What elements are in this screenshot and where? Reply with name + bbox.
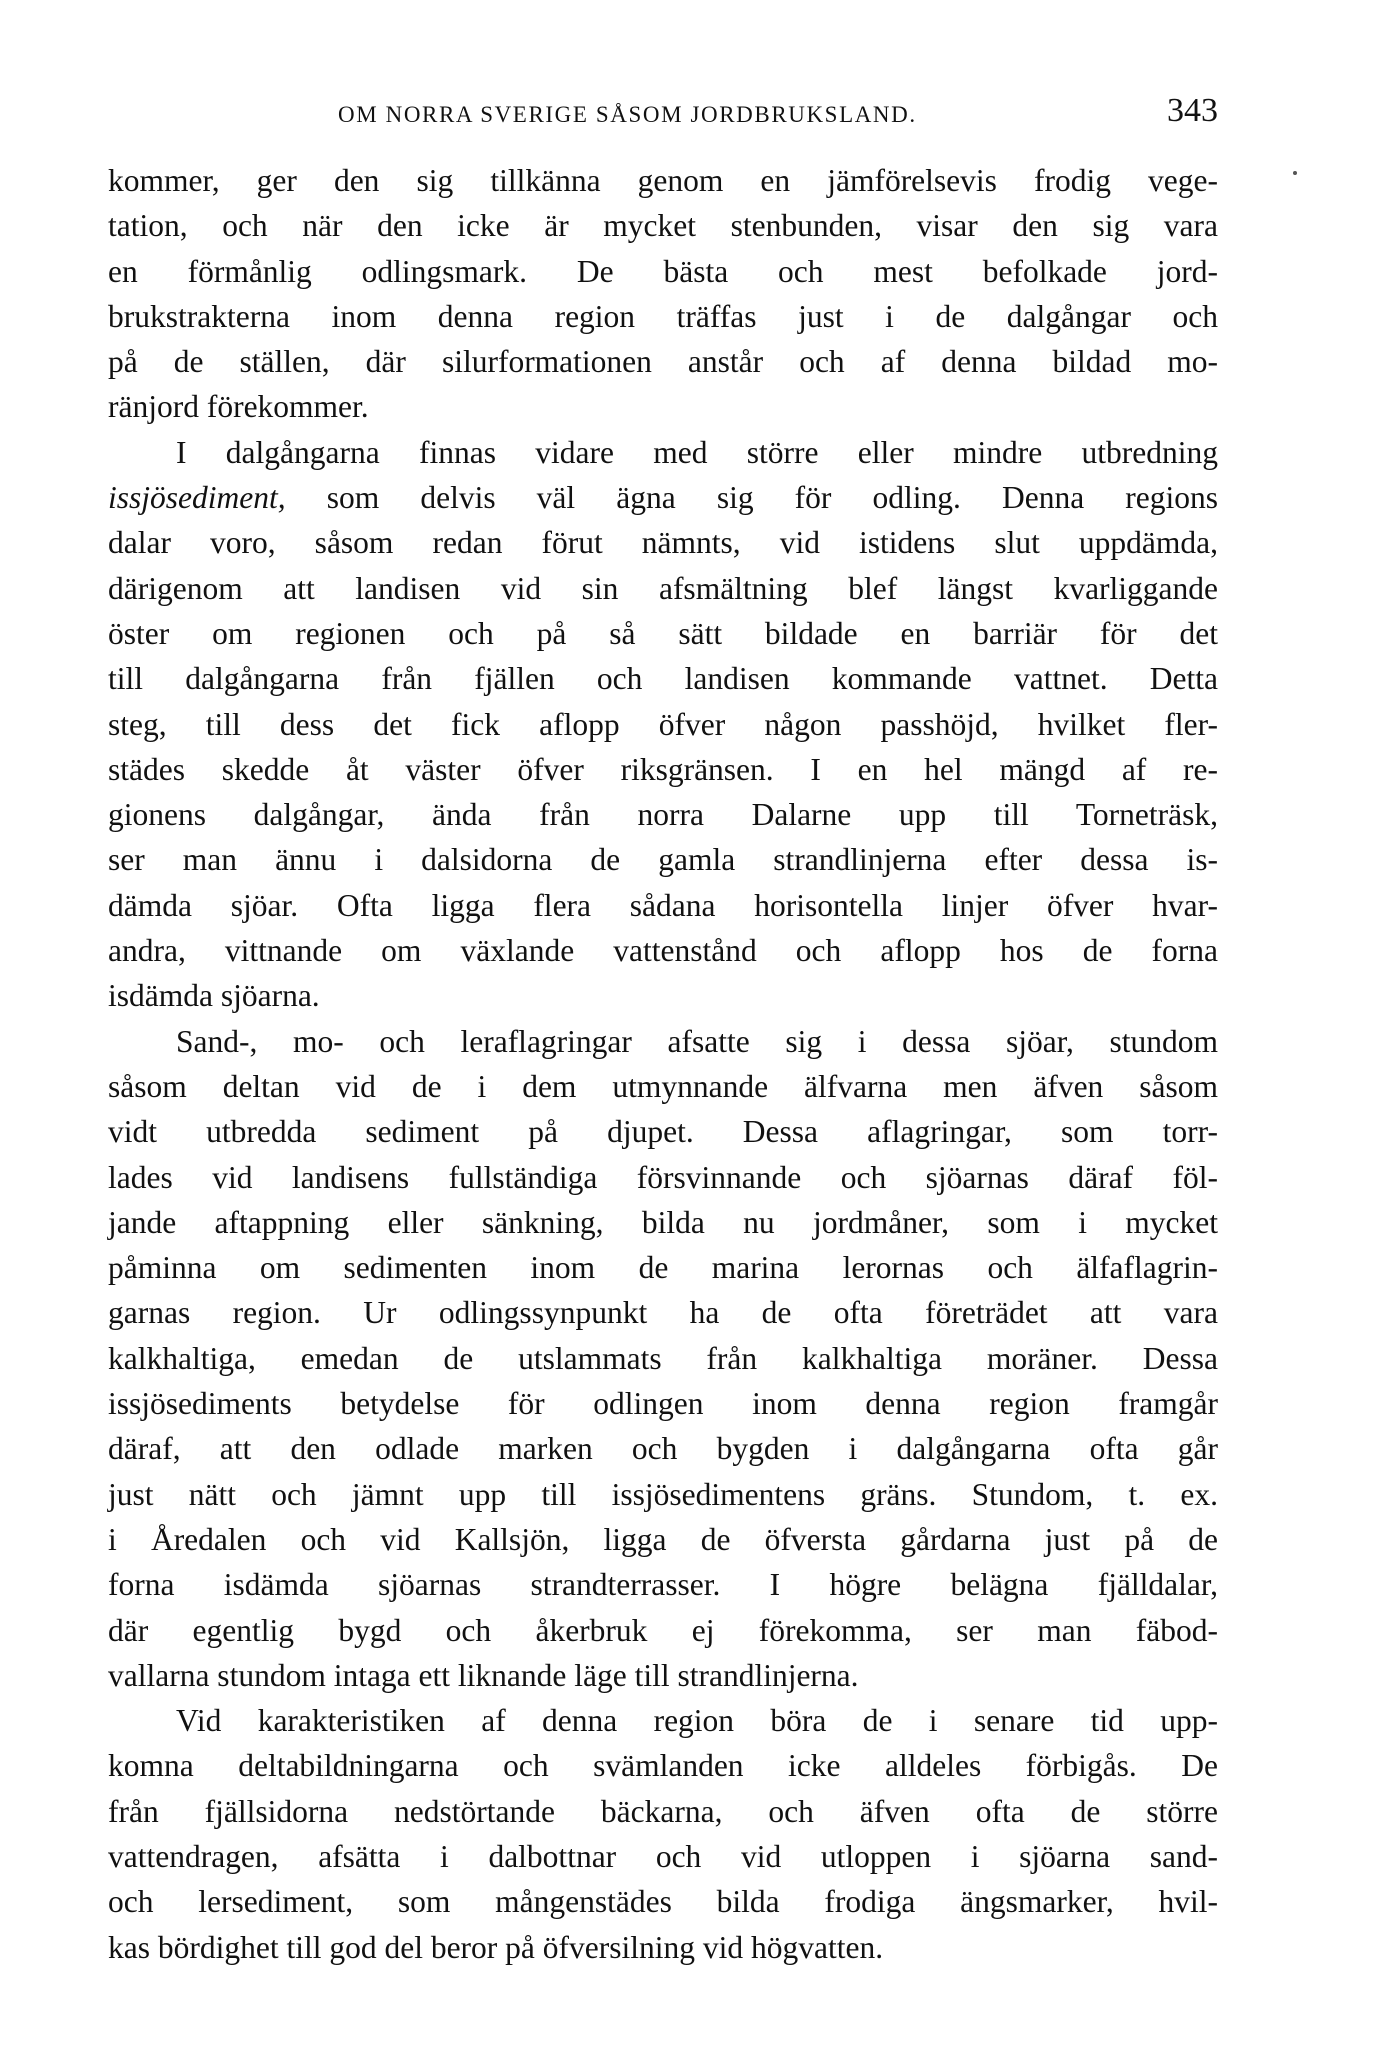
text-line: andra, vittnande om växlande vattenstånd och aflopp hos de forna	[108, 933, 1218, 969]
text-line: öster om regionen och på så sätt bildade en barriär för det	[108, 615, 1218, 651]
text-line: där egentlig bygd och åkerbruk ej förekomma, ser man fäbod-	[108, 1612, 1218, 1648]
text-line: lades vid landisens fullständiga försvinnande och sjöarnas däraf föl-	[108, 1159, 1218, 1195]
text-line: och lersediment, som mångenstädes bilda frodiga ängsmarker, hvil-	[108, 1884, 1218, 1920]
text-line: därigenom att landisen vid sin afsmältning blef längst kvarliggande	[108, 570, 1218, 606]
text-line: gionens dalgångar, ända från norra Dalarne upp till Torneträsk,	[108, 797, 1218, 833]
paragraph-1	[108, 158, 1218, 430]
text-line: Vid karakteristiken af denna region böra de i senare tid upp-	[176, 1703, 1218, 1739]
text-line: kalkhaltiga, emedan de utslammats från kalkhaltiga moräner. Dessa	[108, 1340, 1218, 1376]
text-line: en förmånlig odlingsmark. De bästa och mest befolkade jord-	[108, 253, 1218, 289]
text-line: isdämda sjöarna.	[108, 978, 320, 1014]
text-line: i Åredalen och vid Kallsjön, ligga de öfversta gårdarna just på de	[108, 1521, 1218, 1557]
paragraph-4	[108, 1698, 1218, 1970]
running-title: OM NORRA SVERIGE SÅSOM JORDBRUKSLAND.	[338, 102, 917, 127]
text-line: dämda sjöar. Ofta ligga flera sådana horisontella linjer öfver hvar-	[108, 887, 1218, 923]
text-line: ränjord förekommer.	[108, 389, 369, 425]
text-line-rest: som delvis väl ägna sig för odling. Denna regions	[326, 480, 1219, 516]
text-line: Sand-, mo- och leraflagringar afsatte sig i dessa sjöar, stundom	[176, 1023, 1218, 1059]
running-header	[108, 92, 1218, 135]
text-line: dalar voro, såsom redan förut nämnts, vid istidens slut uppdämda,	[108, 525, 1218, 561]
text-line: forna isdämda sjöarnas strandterrasser. I högre belägna fjälldalar,	[108, 1567, 1218, 1603]
text-line: jande aftappning eller sänkning, bilda nu jordmåner, som i mycket	[108, 1204, 1218, 1240]
text-line: komna deltabildningarna och svämlanden icke alldeles förbigås. De	[108, 1748, 1218, 1784]
text-line: ser man ännu i dalsidorna de gamla strandlinjerna efter dessa is-	[108, 842, 1218, 878]
body-text	[108, 158, 1218, 1970]
text-line: tation, och när den icke är mycket stenbunden, visar den sig vara	[108, 208, 1218, 244]
text-line: från fjällsidorna nedstörtande bäckarna, och äfven ofta de större	[108, 1793, 1218, 1829]
paragraph-3	[108, 1019, 1218, 1698]
text-line: issjösediments betydelse för odlingen inom denna region framgår	[108, 1386, 1218, 1422]
page-number: 343	[1167, 92, 1218, 129]
text-line: vattendragen, afsätta i dalbottnar och vid utloppen i sjöarna sand-	[108, 1838, 1218, 1874]
text-line: brukstrakterna inom denna region träffas just i de dalgångar och	[108, 298, 1218, 334]
scan-speck	[1293, 171, 1297, 175]
text-line: just nätt och jämnt upp till issjösedimentens gräns. Stundom, t. ex.	[108, 1476, 1218, 1512]
text-line: till dalgångarna från fjällen och landisen kommande vattnet. Detta	[108, 661, 1218, 697]
text-line: däraf, att den odlade marken och bygden i dalgångarna ofta går	[108, 1431, 1218, 1467]
text-line: på de ställen, där silurformationen anstår och af denna bildad mo-	[108, 344, 1218, 380]
text-line-with-term	[108, 475, 1218, 520]
text-line: vidt utbredda sediment på djupet. Dessa aflagringar, som torr-	[108, 1114, 1218, 1150]
text-line: I dalgångarna finnas vidare med större eller mindre utbredning	[176, 434, 1218, 470]
text-line: kas bördighet till god del beror på öfversilning vid högvatten.	[108, 1929, 884, 1965]
text-line: kommer, ger den sig tillkänna genom en jämförelsevis frodig vege-	[108, 163, 1218, 198]
italic-term: issjösediment,	[108, 480, 286, 516]
text-line: vallarna stundom intaga ett liknande läge till strandlinjerna.	[108, 1657, 859, 1693]
text-line: såsom deltan vid de i dem utmynnande älfvarna men äfven såsom	[108, 1068, 1218, 1104]
text-line: garnas region. Ur odlingssynpunkt ha de ofta företrädet att vara	[108, 1295, 1218, 1331]
text-line: steg, till dess det fick aflopp öfver någon passhöjd, hvilket fler-	[108, 706, 1218, 742]
text-line: städes skedde åt väster öfver riksgränsen. I en hel mängd af re-	[108, 751, 1218, 787]
paragraph-2	[108, 430, 1218, 1019]
text-line: påminna om sedimenten inom de marina lerornas och älfaflagrin-	[108, 1250, 1218, 1286]
